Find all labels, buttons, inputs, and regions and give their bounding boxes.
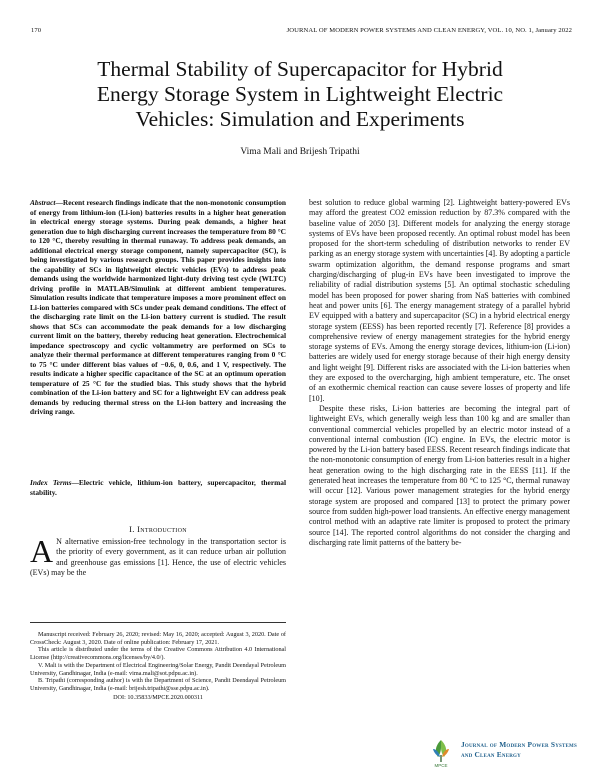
footnote-doi: DOI: 10.35833/MPCE.2020.000311 (113, 693, 203, 701)
footnote-license: This article is distributed under the terms of the Creative Commons Attribution 4.0 International License (http://creativecommons.org/licenses/by/4.0/). (30, 646, 286, 662)
footnote-author1: V. Mali is with the Department of Electrical Engineering/Solar Energy, Pandit Deendayal Petroleum University, Gandhinagar, India (e-mail: vima.mali@sot.pdpu.ac.in). (30, 661, 286, 677)
index-terms-text: —Electric vehicle, lithium-ion battery, supercapacitor, thermal stability. (30, 478, 287, 497)
index-terms-label: Index Terms (30, 478, 72, 487)
body-paragraph: Despite these risks, Li-ion batteries are becoming the integral part of lightweight EVs, which generally weigh less than 100 kg and are smaller than conventional commercial vehicles propelled by an electric motor instead of a conventional internal combustion (IC) engine. In EVs, the electric motor is powered by the Li-ion battery based EESS. Recent research findings indicate that the non-monotonic consumption of energy from Li-ion batteries result in a higher heat generation owing to the high discharging rate in the EESS [11]. If the generated heat increases the temperature from 80 °C to 125 °C, thermal runaway will occur [12]. Various power management strategies for the hybrid energy storage system are proposed and compared [13] to protect the primary power source from sudden high-power load transients. An effective energy management control method with an adaptive rate limiter is proposed to protect the primary source [14]. The reported control algorithms do not consider the charging and discharging rate limit patterns of the battery be- (309, 403, 570, 547)
journal-header: JOURNAL OF MODERN POWER SYSTEMS AND CLEAN ENERGY, VOL. 10, NO. 1, January 2022 (286, 27, 572, 34)
abstract-label: Abstract (30, 198, 56, 207)
intro-paragraph (30, 533, 286, 578)
footnotes (30, 631, 286, 701)
page-number: 170 (31, 27, 42, 34)
section-heading: I. Introduction (129, 524, 187, 534)
logo-line: and Clean Energy (461, 749, 521, 759)
footnote-author2: B. Tripathi (corresponding author) is with the Department of Science, Pandit Deendayal Petroleum University, Gandhinagar, India (e-mail: brijesh.tripathi@sse.pdpu.ac.in). (30, 677, 286, 692)
index-terms (30, 478, 286, 497)
abstract (30, 198, 286, 417)
title-line: Energy Storage System in Lightweight Electric (96, 82, 504, 106)
journal-logo (428, 737, 588, 771)
footnote-received: Manuscript received: February 26, 2020; revised: May 16, 2020; accepted: August 3, 2020. Date of CrossCheck: August 3, 2020. Date of online publication: February 17, 2021. (30, 631, 286, 646)
logo-text (461, 740, 577, 759)
logo-line: Journal of Modern Power Systems (461, 740, 577, 749)
right-column (309, 198, 570, 548)
author-list: Vima Mali and Brijesh Tripathi (240, 147, 360, 157)
drop-cap: A (30, 533, 54, 569)
intro-text: N alternative emission-free technology in the transportation sector is the priority of every government, as it can reduce urban air pollution and greenhouse gas emissions [1]. Hence, the use of electric vehicles (EVs) may be the (30, 537, 286, 577)
journal-logo-icon (428, 737, 454, 763)
body-paragraph: best solution to reduce global warming [2]. Lightweight battery-powered EVs may afford the greatest CO2 emission reduction by 87.3% compared with the baseline value of 2050 [3]. Different models for analyzing the energy storage systems of EVs have been proposed recently. An optimal robust model has been proposed for the short-term scheduling of distribution networks to render EV parking as an energy storage system with uncertainties [4]. By adopting a particle swarm optimization algorithm, the demand response programs and smart charging/discharging of plug-in EVs have been investigated to improve the reliability of radial distribution systems [5]. An optimal stochastic scheduling model has been proposed for power sharing from NaS batteries with combined heat and power units [6]. The energy management strategy of a parallel hybrid EV equipped with a battery and supercapacitor (SC) in a hybrid electrical energy storage system (EESS) has been reported recently [7]. Reference [8] provides a comprehensive review of energy management strategies for the hybrid energy storage systems of EVs. Among the energy storage devices, lithium-ion (Li-ion) batteries are widely used for energy storage because of their high energy density and light weight [9]. Different risks are associated with the Li-ion batteries when they are exposed to the overcharging, high ambient temperature, etc. The onset of an exothermic chemical reaction can cause severe losses of property and life [10]. (309, 198, 570, 403)
title-line: Thermal Stability of Supercapacitor for Hybrid (97, 57, 503, 81)
logo-abbrev: MPCE (434, 763, 448, 768)
footnote-rule (30, 622, 286, 623)
abstract-text: —Recent research findings indicate that the non-monotonic consumption of energy from lithium-ion (Li-ion) batteries results in a higher heat generation in electrical energy storage systems. During peak demands, a higher heat generation due to high discharging current increases the temperature from 80 °C to 120 °C, thereby resulting in thermal runaway. To address peak demands, an additional electrical energy storage component, namely supercapacitor (SC), is being investigated by various research groups. This paper provides insights into the capability of SCs in lightweight electric vehicles (EVs) to address peak demands using the worldwide harmonized light-duty driving test cycle (WLTC) driving profile in MATLAB/Simulink at different ambient temperatures. Simulation results indicate that temperature imposes a more prominent effect on Li-ion batteries compared with SCs under peak demand conditions. The effect of the discharging rate limit on the Li-ion battery current is studied. The result shows that SCs can accommodate the peak demands for a low discharging current limit on the battery, thereby reducing heat generation. Electrochemical impedance spectroscopy and cyclic voltammetry are performed on SCs to analyze their thermal performance at different temperatures ranging from 0 °C to 75 °C under different bias values of −0.6, 0, 0.6, and 1 V, respectively. The results indicate a higher specific capacitance of the SC at an optimum operation temperature of 25 °C for the studied bias. This study shows that the hybrid combination of the Li-ion battery and SC for a lightweight EV can address peak demands by reducing thermal stress on the Li-ion battery and increasing the driving range. (30, 198, 286, 416)
title-line: Vehicles: Simulation and Experiments (135, 107, 465, 131)
paper-title (40, 57, 560, 132)
